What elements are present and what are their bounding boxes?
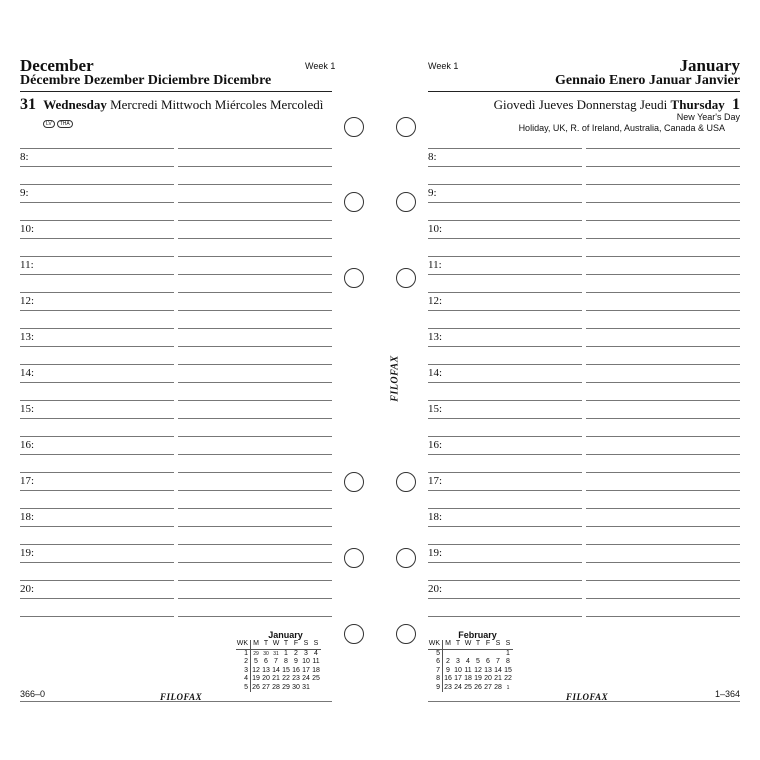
half-hour-rule	[586, 166, 740, 167]
binder-hole	[396, 548, 416, 568]
half-hour-rule	[428, 346, 582, 347]
mini-calendar-february	[428, 630, 513, 692]
hour-rule	[20, 292, 174, 293]
mini-calendar-week-number: 3	[236, 667, 251, 676]
mini-calendar-date: 30	[263, 650, 269, 657]
half-hour-rule	[428, 454, 582, 455]
mini-calendar-week-number: 6	[428, 658, 443, 667]
binder-hole	[396, 117, 416, 137]
binder-hole	[344, 548, 364, 568]
mini-calendar-title: January	[268, 630, 303, 640]
binder-hole	[396, 624, 416, 644]
mini-calendar-date: 15	[282, 666, 290, 674]
mini-calendar-date: 7	[496, 658, 500, 665]
hour-label: 17:	[20, 475, 35, 487]
hour-rule	[428, 184, 582, 185]
binder-hole	[344, 472, 364, 492]
half-hour-rule	[20, 382, 174, 383]
half-hour-rule	[586, 562, 740, 563]
hour-rule	[20, 616, 174, 617]
mini-calendar-date: 7	[274, 658, 278, 665]
hour-rule	[20, 508, 174, 509]
mini-calendar-title: February	[458, 630, 497, 640]
hour-rule	[428, 256, 582, 257]
hour-rule	[178, 292, 332, 293]
mini-calendar-date: 10	[454, 666, 462, 674]
mini-calendar-date: 19	[252, 675, 260, 682]
half-hour-rule	[20, 598, 174, 599]
left-week-label: Week 1	[305, 61, 336, 71]
half-hour-rule	[586, 202, 740, 203]
mini-calendar-date: 4	[466, 658, 470, 665]
spine-brand-logo: FILOFAX	[389, 355, 401, 402]
mini-calendar-week-number: 2	[236, 658, 251, 667]
mini-calendar-date: 24	[454, 683, 462, 691]
mini-calendar-date: 27	[262, 683, 270, 691]
half-hour-rule	[178, 310, 332, 311]
mini-calendar-day-header: M	[443, 640, 454, 649]
half-hour-rule	[178, 346, 332, 347]
mini-calendar-week-number: 4	[236, 675, 251, 684]
mini-calendar-date: 14	[272, 666, 280, 674]
mini-calendar-date: 25	[464, 683, 472, 691]
left-page-number: 366–0	[20, 689, 46, 699]
half-hour-rule	[586, 418, 740, 419]
half-hour-rule	[586, 382, 740, 383]
mini-calendar-date: 13	[484, 666, 492, 674]
half-hour-rule	[178, 274, 332, 275]
half-hour-rule	[586, 346, 740, 347]
mini-calendar-day-header: S	[311, 640, 321, 649]
left-badges	[43, 112, 75, 130]
mini-calendar-date: 2	[294, 649, 298, 657]
mini-calendar-wk-header: WK	[236, 640, 251, 649]
left-month-title: December	[20, 56, 94, 75]
mini-calendar-date: 26	[474, 683, 482, 691]
half-hour-rule	[178, 598, 332, 599]
half-hour-rule	[428, 382, 582, 383]
half-hour-rule	[20, 490, 174, 491]
mini-calendar-date: 6	[264, 658, 268, 665]
hour-rule	[20, 256, 174, 257]
mini-calendar-date	[443, 649, 454, 658]
hour-rule	[178, 436, 332, 437]
hour-rule	[20, 184, 174, 185]
mini-calendar-week-number: 9	[428, 684, 443, 693]
half-hour-rule	[178, 382, 332, 383]
right-note-holiday: New Year's Day	[676, 112, 740, 122]
mini-calendar-date: 11	[464, 666, 472, 674]
mini-calendar-wk-header: WK	[428, 640, 443, 649]
mini-calendar-date	[493, 649, 503, 658]
mini-calendar-date: 16	[444, 675, 452, 682]
right-day-number: 1	[732, 96, 740, 113]
hour-rule	[428, 472, 582, 473]
mini-calendar-date: 25	[312, 675, 320, 682]
mini-calendar-date: 12	[474, 666, 482, 674]
mini-calendar-date: 23	[444, 683, 452, 691]
hour-rule	[428, 328, 582, 329]
half-hour-rule	[428, 562, 582, 563]
mini-calendar-date: 26	[252, 683, 260, 691]
mini-calendar-date: 12	[252, 666, 260, 674]
hour-rule	[586, 148, 740, 149]
mini-calendar-date: 28	[272, 683, 280, 691]
mini-calendar-week-number: 7	[428, 667, 443, 676]
half-hour-rule	[20, 238, 174, 239]
hour-rule	[428, 544, 582, 545]
mini-calendar-january	[236, 630, 321, 692]
badge-tha: THA	[57, 120, 73, 128]
half-hour-rule	[20, 562, 174, 563]
hour-rule	[178, 400, 332, 401]
half-hour-rule	[20, 166, 174, 167]
left-header-rule	[20, 91, 332, 92]
hour-label: 10:	[428, 223, 443, 235]
hour-rule	[20, 544, 174, 545]
hour-rule	[20, 436, 174, 437]
hour-rule	[428, 292, 582, 293]
badge-lv: LV	[43, 120, 55, 128]
left-day-number: 31	[20, 96, 36, 113]
hour-rule	[428, 148, 582, 149]
mini-calendar-date: 21	[494, 675, 502, 682]
hour-rule	[586, 220, 740, 221]
hour-rule	[178, 508, 332, 509]
hour-rule	[428, 220, 582, 221]
hour-rule	[20, 220, 174, 221]
hour-rule	[586, 616, 740, 617]
right-page-number: 1–364	[714, 689, 740, 699]
mini-calendar-date: 27	[484, 683, 492, 691]
left-weekday-translations: Mercredi Mittwoch Miércoles Mercoledì	[110, 97, 324, 112]
hour-label: 13:	[428, 331, 443, 343]
mini-calendar-date: 2	[446, 658, 450, 665]
mini-calendar-date: 20	[262, 675, 270, 682]
hour-rule	[178, 364, 332, 365]
half-hour-rule	[178, 490, 332, 491]
mini-calendar-day-header: F	[291, 640, 301, 649]
hour-rule	[586, 508, 740, 509]
mini-calendar-date: 3	[304, 649, 308, 657]
mini-calendar-week-number: 8	[428, 675, 443, 684]
hour-rule	[178, 580, 332, 581]
half-hour-rule	[178, 238, 332, 239]
mini-calendar-date: 29	[282, 683, 290, 691]
mini-calendar-day-header: S	[301, 640, 311, 649]
binder-hole	[344, 268, 364, 288]
hour-rule	[178, 472, 332, 473]
mini-calendar-date: 22	[282, 675, 290, 682]
binder-hole	[344, 624, 364, 644]
mini-calendar-date: 28	[494, 683, 502, 691]
binder-hole	[396, 472, 416, 492]
hour-label: 14:	[428, 367, 443, 379]
hour-rule	[586, 292, 740, 293]
half-hour-rule	[428, 274, 582, 275]
mini-calendar-date: 5	[476, 658, 480, 665]
hour-label: 16:	[20, 439, 35, 451]
mini-calendar-day-header: M	[251, 640, 262, 649]
half-hour-rule	[586, 274, 740, 275]
half-hour-rule	[428, 526, 582, 527]
mini-calendar-day-header: S	[493, 640, 503, 649]
mini-calendar-date	[483, 649, 493, 658]
hour-rule	[586, 544, 740, 545]
mini-calendar-day-header: T	[453, 640, 463, 649]
hour-rule	[178, 256, 332, 257]
hour-label: 20:	[20, 583, 35, 595]
hour-label: 10:	[20, 223, 35, 235]
hour-label: 17:	[428, 475, 443, 487]
hour-label: 11:	[20, 259, 34, 271]
left-brand-logo: FILOFAX	[160, 692, 203, 702]
half-hour-rule	[178, 526, 332, 527]
mini-calendar-date: 31	[302, 683, 310, 691]
hour-rule	[178, 616, 332, 617]
hour-label: 19:	[20, 547, 35, 559]
hour-label: 14:	[20, 367, 35, 379]
mini-calendar-date: 11	[312, 658, 320, 665]
mini-calendar-date: 24	[302, 675, 310, 682]
mini-calendar-date: 29	[253, 650, 259, 657]
hour-label: 20:	[428, 583, 443, 595]
mini-calendar-date: 14	[494, 666, 502, 674]
mini-calendar-date: 10	[302, 658, 310, 665]
right-note-regions: Holiday, UK, R. of Ireland, Australia, Canada & USA	[518, 123, 725, 133]
mini-calendar-date: 18	[312, 666, 320, 674]
binder-hole	[396, 268, 416, 288]
half-hour-rule	[428, 238, 582, 239]
mini-calendar-date: 4	[314, 649, 318, 657]
hour-rule	[586, 400, 740, 401]
mini-calendar-date: 31	[273, 650, 279, 657]
hour-rule	[428, 436, 582, 437]
half-hour-rule	[586, 598, 740, 599]
half-hour-rule	[20, 418, 174, 419]
hour-label: 12:	[428, 295, 443, 307]
mini-calendar-date: 5	[254, 658, 258, 665]
half-hour-rule	[178, 418, 332, 419]
mini-calendar-date: 17	[302, 666, 310, 674]
half-hour-rule	[586, 454, 740, 455]
binder-hole	[396, 192, 416, 212]
hour-rule	[20, 328, 174, 329]
hour-rule	[178, 184, 332, 185]
mini-calendar-date: 6	[486, 658, 490, 665]
hour-rule	[428, 580, 582, 581]
hour-label: 18:	[428, 511, 443, 523]
hour-rule	[586, 580, 740, 581]
half-hour-rule	[20, 274, 174, 275]
left-weekday: Wednesday	[43, 97, 107, 112]
hour-label: 8:	[428, 151, 437, 163]
hour-label: 11:	[428, 259, 442, 271]
half-hour-rule	[428, 598, 582, 599]
mini-calendar-date	[463, 649, 473, 658]
hour-rule	[428, 508, 582, 509]
hour-rule	[178, 148, 332, 149]
half-hour-rule	[428, 166, 582, 167]
binder-hole	[344, 192, 364, 212]
right-weekday-translations: Giovedì Jueves Donnerstag Jeudi	[493, 97, 668, 112]
mini-calendar-date: 15	[504, 666, 512, 674]
half-hour-rule	[586, 490, 740, 491]
half-hour-rule	[586, 310, 740, 311]
hour-rule	[586, 364, 740, 365]
hour-label: 15:	[428, 403, 443, 415]
hour-rule	[428, 364, 582, 365]
mini-calendar-day-header: S	[503, 640, 513, 649]
mini-calendar-date: 23	[292, 675, 300, 682]
mini-calendar-day-header: W	[464, 640, 472, 647]
hour-rule	[178, 220, 332, 221]
hour-rule	[428, 616, 582, 617]
mini-calendar-date: 20	[484, 675, 492, 682]
half-hour-rule	[20, 346, 174, 347]
hour-label: 8:	[20, 151, 29, 163]
half-hour-rule	[428, 202, 582, 203]
mini-calendar-week-number: 5	[428, 649, 443, 658]
mini-calendar-date: 19	[474, 675, 482, 682]
mini-calendar-date: 3	[456, 658, 460, 665]
mini-calendar-date: 1	[506, 649, 510, 657]
hour-rule	[20, 472, 174, 473]
half-hour-rule	[178, 166, 332, 167]
mini-calendar-date: 13	[262, 666, 270, 674]
mini-calendar-day-header: T	[261, 640, 271, 649]
mini-calendar-date: 30	[292, 683, 300, 691]
hour-rule	[20, 148, 174, 149]
hour-rule	[586, 256, 740, 257]
right-header-rule	[428, 91, 740, 92]
hour-rule	[586, 184, 740, 185]
mini-calendar-date	[473, 649, 483, 658]
hour-rule	[178, 544, 332, 545]
mini-calendar-date: 1	[284, 649, 288, 657]
half-hour-rule	[20, 310, 174, 311]
mini-calendar-week-number: 1	[236, 649, 251, 658]
hour-rule	[178, 328, 332, 329]
mini-calendar-week-number: 5	[236, 684, 251, 693]
half-hour-rule	[178, 454, 332, 455]
half-hour-rule	[586, 526, 740, 527]
half-hour-rule	[20, 454, 174, 455]
mini-calendar-day-header: T	[473, 640, 483, 649]
mini-calendar-day-header: W	[272, 640, 280, 647]
half-hour-rule	[428, 490, 582, 491]
hour-rule	[20, 400, 174, 401]
hour-rule	[20, 580, 174, 581]
half-hour-rule	[586, 238, 740, 239]
hour-label: 13:	[20, 331, 35, 343]
mini-calendar-date: 8	[284, 658, 288, 665]
hour-label: 18:	[20, 511, 35, 523]
mini-calendar-date: 9	[294, 658, 298, 665]
mini-calendar-date: 16	[292, 666, 300, 674]
hour-label: 15:	[20, 403, 35, 415]
right-week-label: Week 1	[428, 61, 459, 71]
hour-label: 12:	[20, 295, 35, 307]
mini-calendar-date: 1	[506, 684, 510, 691]
hour-rule	[20, 364, 174, 365]
hour-rule	[586, 472, 740, 473]
hour-label: 16:	[428, 439, 443, 451]
mini-calendar-date	[453, 649, 463, 658]
half-hour-rule	[20, 202, 174, 203]
hour-rule	[586, 328, 740, 329]
mini-calendar-date: 9	[446, 666, 450, 674]
hour-rule	[428, 400, 582, 401]
right-weekday: Thursday	[670, 97, 725, 112]
right-month-title: January	[679, 56, 740, 75]
mini-calendar-date: 18	[464, 675, 472, 682]
right-brand-logo: FILOFAX	[566, 692, 609, 702]
hour-label: 9:	[20, 187, 29, 199]
half-hour-rule	[428, 310, 582, 311]
half-hour-rule	[20, 526, 174, 527]
half-hour-rule	[178, 562, 332, 563]
hour-label: 19:	[428, 547, 443, 559]
mini-calendar-date: 22	[504, 675, 512, 682]
mini-calendar-date: 17	[454, 675, 462, 682]
mini-calendar-day-header: F	[483, 640, 493, 649]
right-month-translations: Gennaio Enero Januar Janvier	[554, 73, 740, 88]
mini-calendar-date: 21	[272, 675, 280, 682]
mini-calendar-date	[311, 684, 321, 693]
left-month-translations: Décembre Dezember Diciembre Dicembre	[20, 73, 272, 88]
half-hour-rule	[178, 202, 332, 203]
mini-calendar-date: 8	[506, 658, 510, 665]
half-hour-rule	[428, 418, 582, 419]
hour-label: 9:	[428, 187, 437, 199]
hour-rule	[586, 436, 740, 437]
binder-hole	[344, 117, 364, 137]
mini-calendar-day-header: T	[281, 640, 291, 649]
